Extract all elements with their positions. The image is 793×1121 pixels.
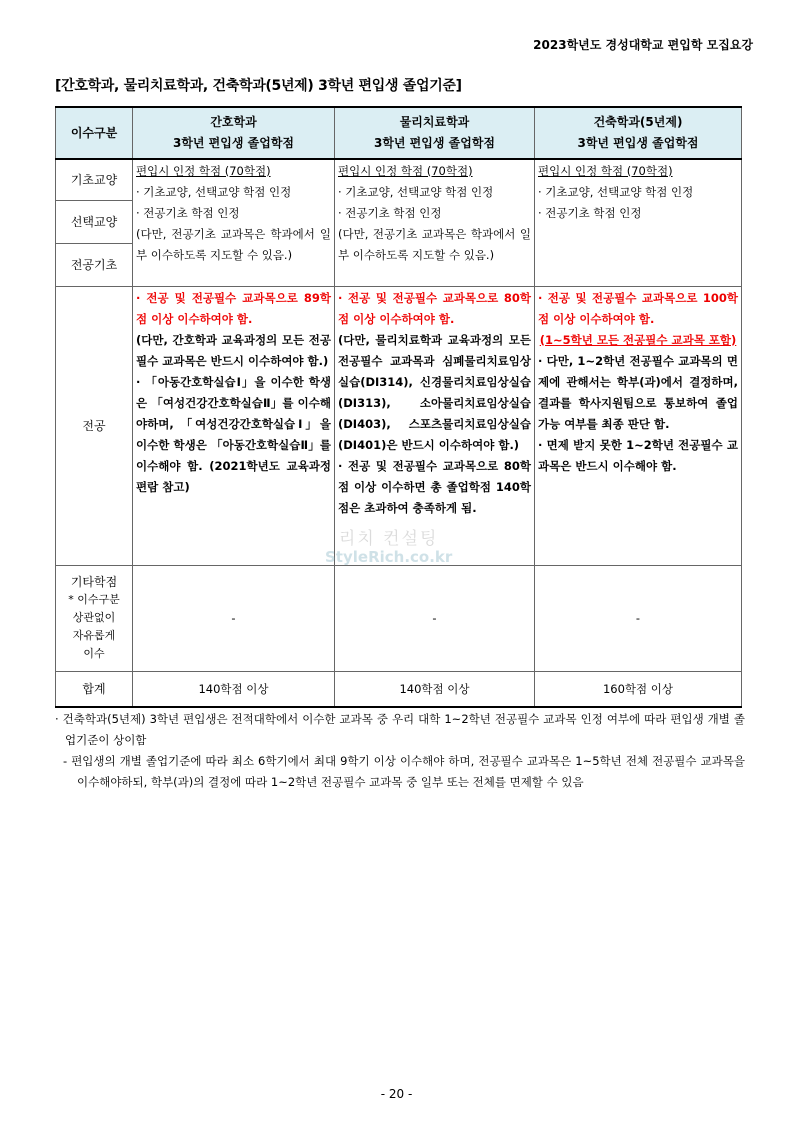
table-row-basic	[56, 159, 742, 200]
cell-arch-major	[535, 286, 742, 565]
physio-major-note1: (다만, 물리치료학과 교육과정의 모든 전공필수 교과목과 심폐물리치료임상실습(DI314), 신경물리치료임상실습(DI313), 소아물리치료임상실습(DI403), 스포츠물리치료임상실습(DI401)은 반드시 이수하여야 함.)	[338, 332, 531, 452]
arch-total: 160학점 이상	[535, 671, 742, 707]
nursing-total: 140학점 이상	[133, 671, 335, 707]
header-arch	[535, 107, 742, 159]
header-nursing-title: 간호학과	[210, 115, 257, 129]
nursing-major-requirement: · 전공 및 전공필수 교과목으로 89학점 이상 이수하여야 함.	[136, 290, 331, 326]
arch-major-note2: · 면제 받지 못한 1~2학년 전공필수 교과목은 반드시 이수해야 함.	[538, 437, 738, 473]
header-arch-subtitle: 3학년 편입생 졸업학점	[577, 136, 699, 150]
watermark	[325, 530, 452, 566]
cat-other-l5: 이수	[83, 647, 105, 660]
nursing-other: -	[133, 565, 335, 671]
cat-other-l4: 자유롭게	[72, 629, 116, 642]
cat-total: 합계	[56, 671, 133, 707]
physio-other: -	[335, 565, 535, 671]
arch-other: -	[535, 565, 742, 671]
physio-major-requirement: · 전공 및 전공필수 교과목으로 80학점 이상 이수하여야 함.	[338, 290, 531, 326]
table-header-row	[56, 107, 742, 159]
arch-major-note1: · 다만, 1~2학년 전공필수 교과목의 면제에 관해서는 학부(과)에서 결정하며, 결과를 학사지원팀으로 통보하여 졸업 가능 여부를 최종 판단 함.	[538, 353, 738, 431]
nursing-major-note1: (다만, 간호학과 교육과정의 모든 전공필수 교과목은 반드시 이수하여야 함.)	[136, 332, 331, 368]
cat-basic: 기초교양	[56, 159, 133, 200]
note-arch: · 건축학과(5년제) 3학년 편입생은 전적대학에서 이수한 교과목 중 우리 대학 1~2학년 전공필수 교과목 인정 여부에 따라 편입생 개별 졸업기준이 상이함	[55, 712, 745, 747]
header-arch-title: 건축학과(5년제)	[593, 115, 683, 129]
table-row-other	[56, 565, 742, 671]
header-nursing-subtitle: 3학년 편입생 졸업학점	[172, 136, 295, 150]
watermark-line2: StyleRich.co.kr	[325, 548, 453, 566]
physio-total: 140학점 이상	[335, 671, 535, 707]
arch-major-requirement-note: (1~5학년 모든 전공필수 교과목 포함)	[539, 332, 737, 347]
header-nursing	[133, 107, 335, 159]
nursing-liberal-l2: · 전공기초 학점 인정	[136, 206, 240, 220]
table-row-total	[56, 671, 742, 707]
cat-other-l2: * 이수구분	[68, 593, 120, 606]
header-physio-subtitle: 3학년 편입생 졸업학점	[373, 136, 496, 150]
arch-liberal-title: 편입시 인정 학점 (70학점)	[538, 164, 673, 178]
nursing-liberal-l1: · 기초교양, 선택교양 학점 인정	[136, 185, 292, 199]
cell-nursing-liberal	[133, 159, 335, 286]
arch-liberal-l1: · 기초교양, 선택교양 학점 인정	[538, 185, 694, 199]
cat-other	[56, 565, 133, 671]
cell-physio-major	[335, 286, 535, 565]
cat-other-l3: 상관없이	[72, 611, 116, 624]
nursing-major-note2: · 「아동간호학실습Ⅰ」을 이수한 학생은 「여성건강간호학실습Ⅱ」를 이수해야하며, 「여성건강간호학실습Ⅰ」을 이수한 학생은 「아동간호학실습Ⅱ」를 이수해야 함. (2021학년도 교육과정편람 참고)	[136, 374, 331, 494]
physio-liberal-title: 편입시 인정 학점 (70학점)	[338, 164, 473, 178]
physio-liberal-l3: (다만, 전공기초 교과목은 학과에서 일부 이수하도록 지도할 수 있음.)	[338, 227, 531, 262]
graduation-criteria-table	[55, 106, 742, 708]
note-arch-detail: - 편입생의 개별 졸업기준에 따라 최소 6학기에서 최대 9학기 이상 이수해야 하며, 전공필수 교과목은 1~5학년 전체 전공필수 교과목을 이수해야하되, 학부(과)의 결정에 따라 1~2학년 전공필수 교과목 중 일부 또는 전체를 면제할 수 있음	[63, 754, 745, 789]
nursing-liberal-title: 편입시 인정 학점 (70학점)	[136, 164, 271, 178]
header-physio	[335, 107, 535, 159]
physio-liberal-l1: · 기초교양, 선택교양 학점 인정	[338, 185, 494, 199]
cell-nursing-major	[133, 286, 335, 565]
table-row-major	[56, 286, 742, 565]
cat-other-l1: 기타학점	[70, 575, 118, 589]
cat-elective: 선택교양	[56, 200, 133, 243]
cell-arch-liberal	[535, 159, 742, 286]
notes	[55, 709, 745, 793]
section-title: [간호학과, 물리치료학과, 건축학과(5년제) 3학년 편입생 졸업기준]	[55, 78, 462, 94]
nursing-liberal-l3: (다만, 전공기초 교과목은 학과에서 일부 이수하도록 지도할 수 있음.)	[136, 227, 331, 262]
physio-major-note2: · 전공 및 전공필수 교과목으로 80학점 이상 이수하면 총 졸업학점 140학점은 초과하여 충족하게 됨.	[338, 458, 531, 515]
header-category: 이수구분	[56, 107, 133, 159]
arch-liberal-l2: · 전공기초 학점 인정	[538, 206, 642, 220]
document-header: 2023학년도 경성대학교 편입학 모집요강	[533, 38, 753, 52]
header-physio-title: 물리치료학과	[399, 115, 470, 129]
watermark-line1: 리치 컨설팅	[338, 529, 439, 549]
cell-physio-liberal	[335, 159, 535, 286]
cat-major: 전공	[56, 286, 133, 565]
physio-liberal-l2: · 전공기초 학점 인정	[338, 206, 442, 220]
page-number: - 20 -	[380, 1087, 413, 1101]
arch-major-requirement: · 전공 및 전공필수 교과목으로 100학점 이상 이수하여야 함.	[538, 290, 738, 326]
cat-major-basic: 전공기초	[56, 243, 133, 286]
